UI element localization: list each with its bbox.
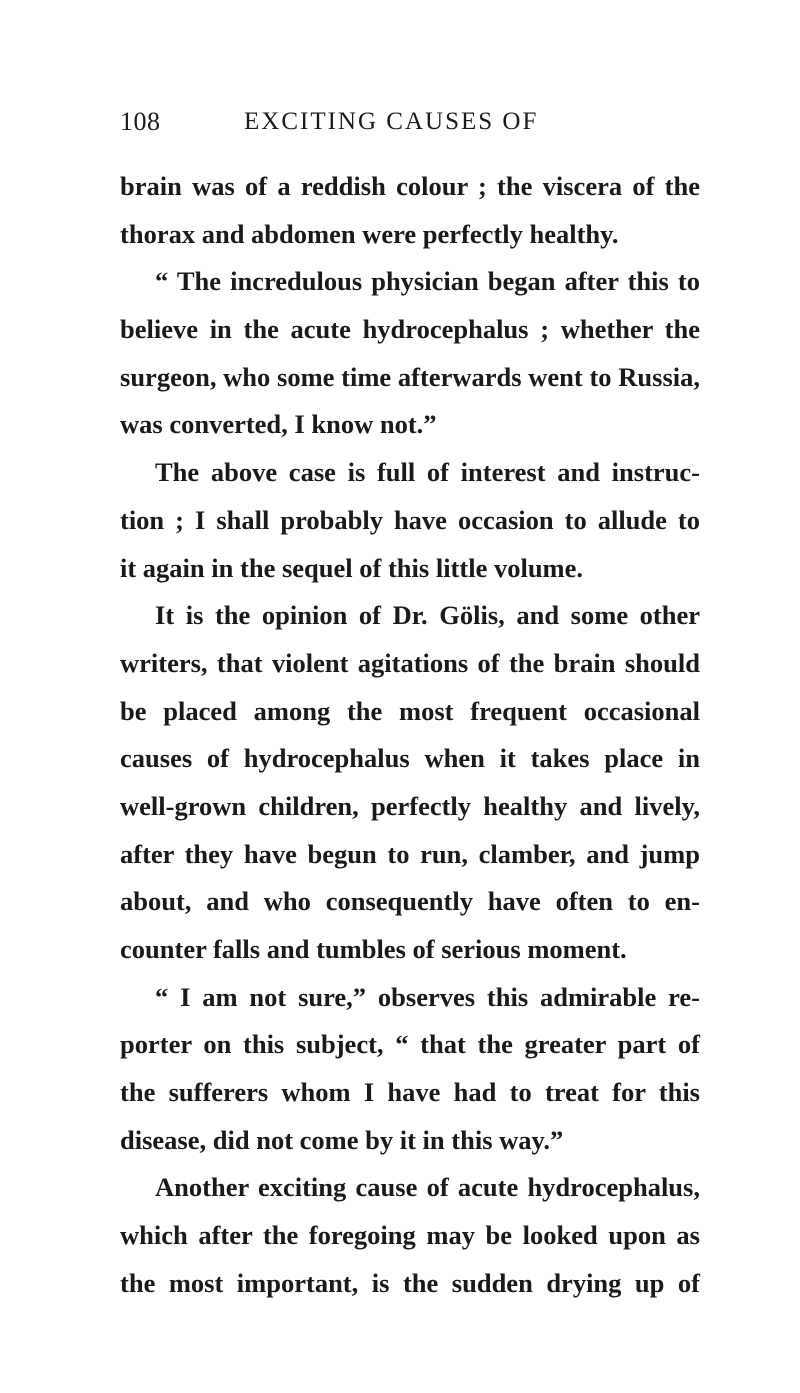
page-number: 108 bbox=[120, 107, 161, 136]
text-line: “ The incredulous physician began after this to bbox=[155, 266, 700, 297]
text-line: causes of hydrocephalus when it takes place in bbox=[120, 743, 700, 774]
text-line: The above case is full of interest and instruc- bbox=[155, 457, 700, 488]
text-line: about, and who consequently have often to en- bbox=[120, 886, 700, 917]
text-line: it again in the sequel of this little volume. bbox=[120, 552, 584, 583]
body-text bbox=[120, 163, 700, 1308]
text-line: after they have begun to run, clamber, and jump bbox=[120, 838, 700, 869]
text-line: “ I am not sure,” observes this admirable re- bbox=[155, 981, 700, 1012]
text-line: the most important, is the sudden drying up of bbox=[120, 1267, 700, 1298]
text-line: counter falls and tumbles of serious moment. bbox=[120, 934, 627, 964]
text-line: Another exciting cause of acute hydrocephalus, bbox=[155, 1172, 700, 1203]
text-line: the sufferers whom I have had to treat for this bbox=[120, 1077, 700, 1108]
text-line: brain was of a reddish colour ; the viscera of the bbox=[120, 171, 700, 201]
running-title: EXCITING CAUSES OF bbox=[244, 108, 539, 135]
text-line: disease, did not come by it in this way.” bbox=[120, 1124, 564, 1155]
text-line: writers, that violent agitations of the brain should bbox=[120, 647, 700, 678]
text-line: It is the opinion of Dr. Gölis, and some other bbox=[155, 600, 700, 631]
text-line: tion ; I shall probably have occasion to allude to bbox=[120, 504, 700, 535]
text-line: believe in the acute hydrocephalus ; whether the bbox=[120, 314, 700, 345]
text-line: well-grown children, perfectly healthy and lively, bbox=[120, 790, 700, 821]
text-line: which after the foregoing may be looked upon as bbox=[120, 1220, 700, 1251]
running-head bbox=[120, 106, 700, 138]
text-line: porter on this subject, “ that the greater part of bbox=[120, 1029, 700, 1060]
text-line: be placed among the most frequent occasional bbox=[120, 695, 700, 726]
text-line: was converted, I know not.” bbox=[120, 409, 437, 440]
text-line: surgeon, who some time afterwards went to Russia, bbox=[120, 361, 700, 392]
text-line: thorax and abdomen were perfectly healthy. bbox=[120, 218, 619, 249]
